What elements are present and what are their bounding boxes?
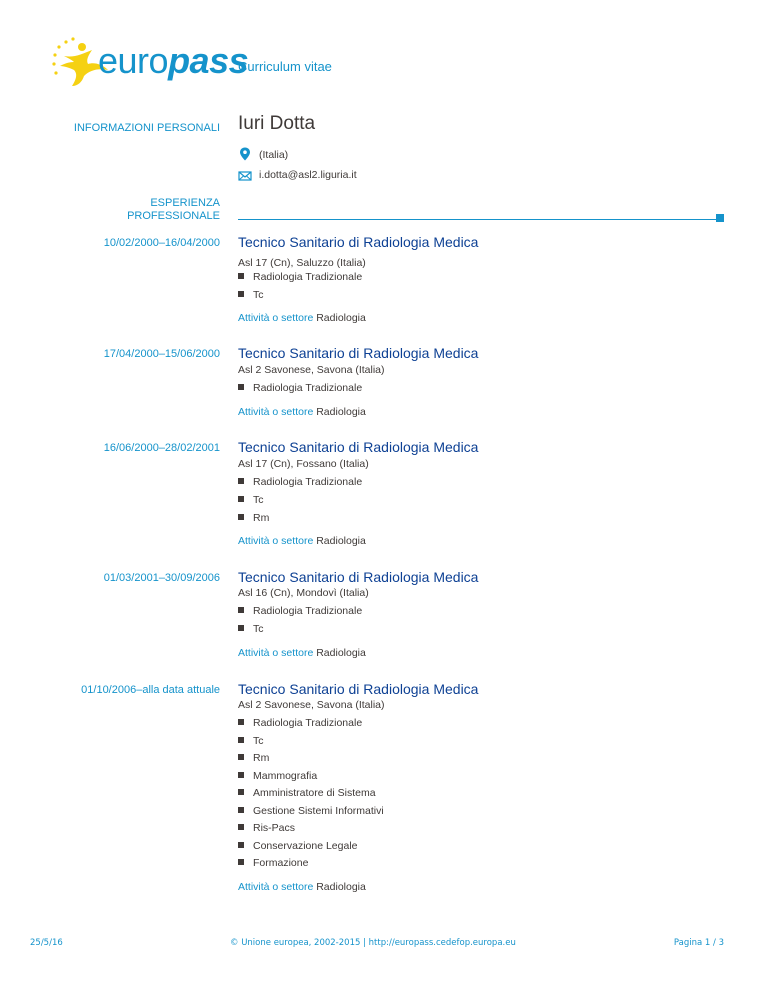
bullet-square-icon <box>238 789 244 795</box>
bullet-square-icon <box>238 807 244 813</box>
job-title: Tecnico Sanitario di Radiologia Medica <box>238 681 479 697</box>
section-divider-square <box>716 214 724 222</box>
job-title: Tecnico Sanitario di Radiologia Medica <box>238 569 479 585</box>
bullet-square-icon <box>238 719 244 725</box>
bullet-square-icon <box>238 772 244 778</box>
bullet-square-icon <box>238 859 244 865</box>
job-task: Rm <box>238 512 269 524</box>
job-task: Radiologia Tradizionale <box>238 605 362 617</box>
bullet-square-icon <box>238 824 244 830</box>
job-task: Tc <box>238 289 264 301</box>
job-task: Radiologia Tradizionale <box>238 717 362 729</box>
job-employer: Asl 17 (Cn), Fossano (Italia) <box>238 458 369 470</box>
section-divider <box>238 219 716 220</box>
footer-page-number: Pagina 1 / 3 <box>673 938 724 948</box>
bullet-square-icon <box>238 607 244 613</box>
bullet-square-icon <box>238 496 244 502</box>
bullet-square-icon <box>238 625 244 631</box>
job-sector: Attività o settore Radiologia <box>238 406 366 418</box>
footer-date: 25/5/16 <box>30 938 63 948</box>
europass-logo <box>52 36 249 96</box>
job-sector: Attività o settore Radiologia <box>238 881 366 893</box>
job-task: Tc <box>238 623 264 635</box>
job-employer: Asl 2 Savonese, Savona (Italia) <box>238 699 385 711</box>
job-sector: Attività o settore Radiologia <box>238 647 366 659</box>
job-task: Gestione Sistemi Informativi <box>238 805 384 817</box>
job-task: Mammografia <box>238 770 317 782</box>
document-title: Curriculum vitae <box>238 59 332 74</box>
location-text: (Italia) <box>259 149 289 161</box>
job-task: Ris-Pacs <box>238 822 295 834</box>
job-task: Conservazione Legale <box>238 840 358 852</box>
footer-copyright[interactable]: © Unione europea, 2002-2015 | http://europass.cedefop.europa.eu <box>230 938 516 948</box>
job-task: Tc <box>238 494 264 506</box>
job-employer: Asl 16 (Cn), Mondovì (Italia) <box>238 587 369 599</box>
bullet-square-icon <box>238 514 244 520</box>
job-sector: Attività o settore Radiologia <box>238 312 366 324</box>
person-name: Iuri Dotta <box>238 113 316 134</box>
bullet-square-icon <box>238 478 244 484</box>
job-dates: 01/03/2001–30/09/2006 <box>103 572 220 584</box>
europass-wordmark: europass <box>98 40 249 81</box>
job-task: Radiologia Tradizionale <box>238 271 362 283</box>
job-employer: Asl 17 (Cn), Saluzzo (Italia) <box>238 257 366 269</box>
bullet-square-icon <box>238 842 244 848</box>
bullet-square-icon <box>238 384 244 390</box>
bullet-square-icon <box>238 273 244 279</box>
job-dates: 01/10/2006–alla data attuale <box>81 684 220 696</box>
job-task: Formazione <box>238 857 308 869</box>
experience-heading-line1: ESPERIENZA <box>150 197 220 209</box>
job-dates: 17/04/2000–15/06/2000 <box>103 348 220 360</box>
job-title: Tecnico Sanitario di Radiologia Medica <box>238 439 479 455</box>
job-task: Amministratore di Sistema <box>238 787 376 799</box>
bullet-square-icon <box>238 754 244 760</box>
location-pin-icon <box>238 147 252 161</box>
job-task: Rm <box>238 752 269 764</box>
job-dates: 16/06/2000–28/02/2001 <box>103 442 220 454</box>
job-dates: 10/02/2000–16/04/2000 <box>103 237 220 249</box>
email-link[interactable]: i.dotta@asl2.liguria.it <box>259 169 357 181</box>
personal-info-heading: INFORMAZIONI PERSONALI <box>73 122 220 134</box>
envelope-icon <box>238 169 252 183</box>
job-task: Tc <box>238 735 264 747</box>
job-employer: Asl 2 Savonese, Savona (Italia) <box>238 364 385 376</box>
job-task: Radiologia Tradizionale <box>238 382 362 394</box>
job-title: Tecnico Sanitario di Radiologia Medica <box>238 234 479 250</box>
job-title: Tecnico Sanitario di Radiologia Medica <box>238 345 479 361</box>
job-task: Radiologia Tradizionale <box>238 476 362 488</box>
bullet-square-icon <box>238 737 244 743</box>
bullet-square-icon <box>238 291 244 297</box>
experience-heading-line2: PROFESSIONALE <box>127 210 220 222</box>
job-sector: Attività o settore Radiologia <box>238 535 366 547</box>
